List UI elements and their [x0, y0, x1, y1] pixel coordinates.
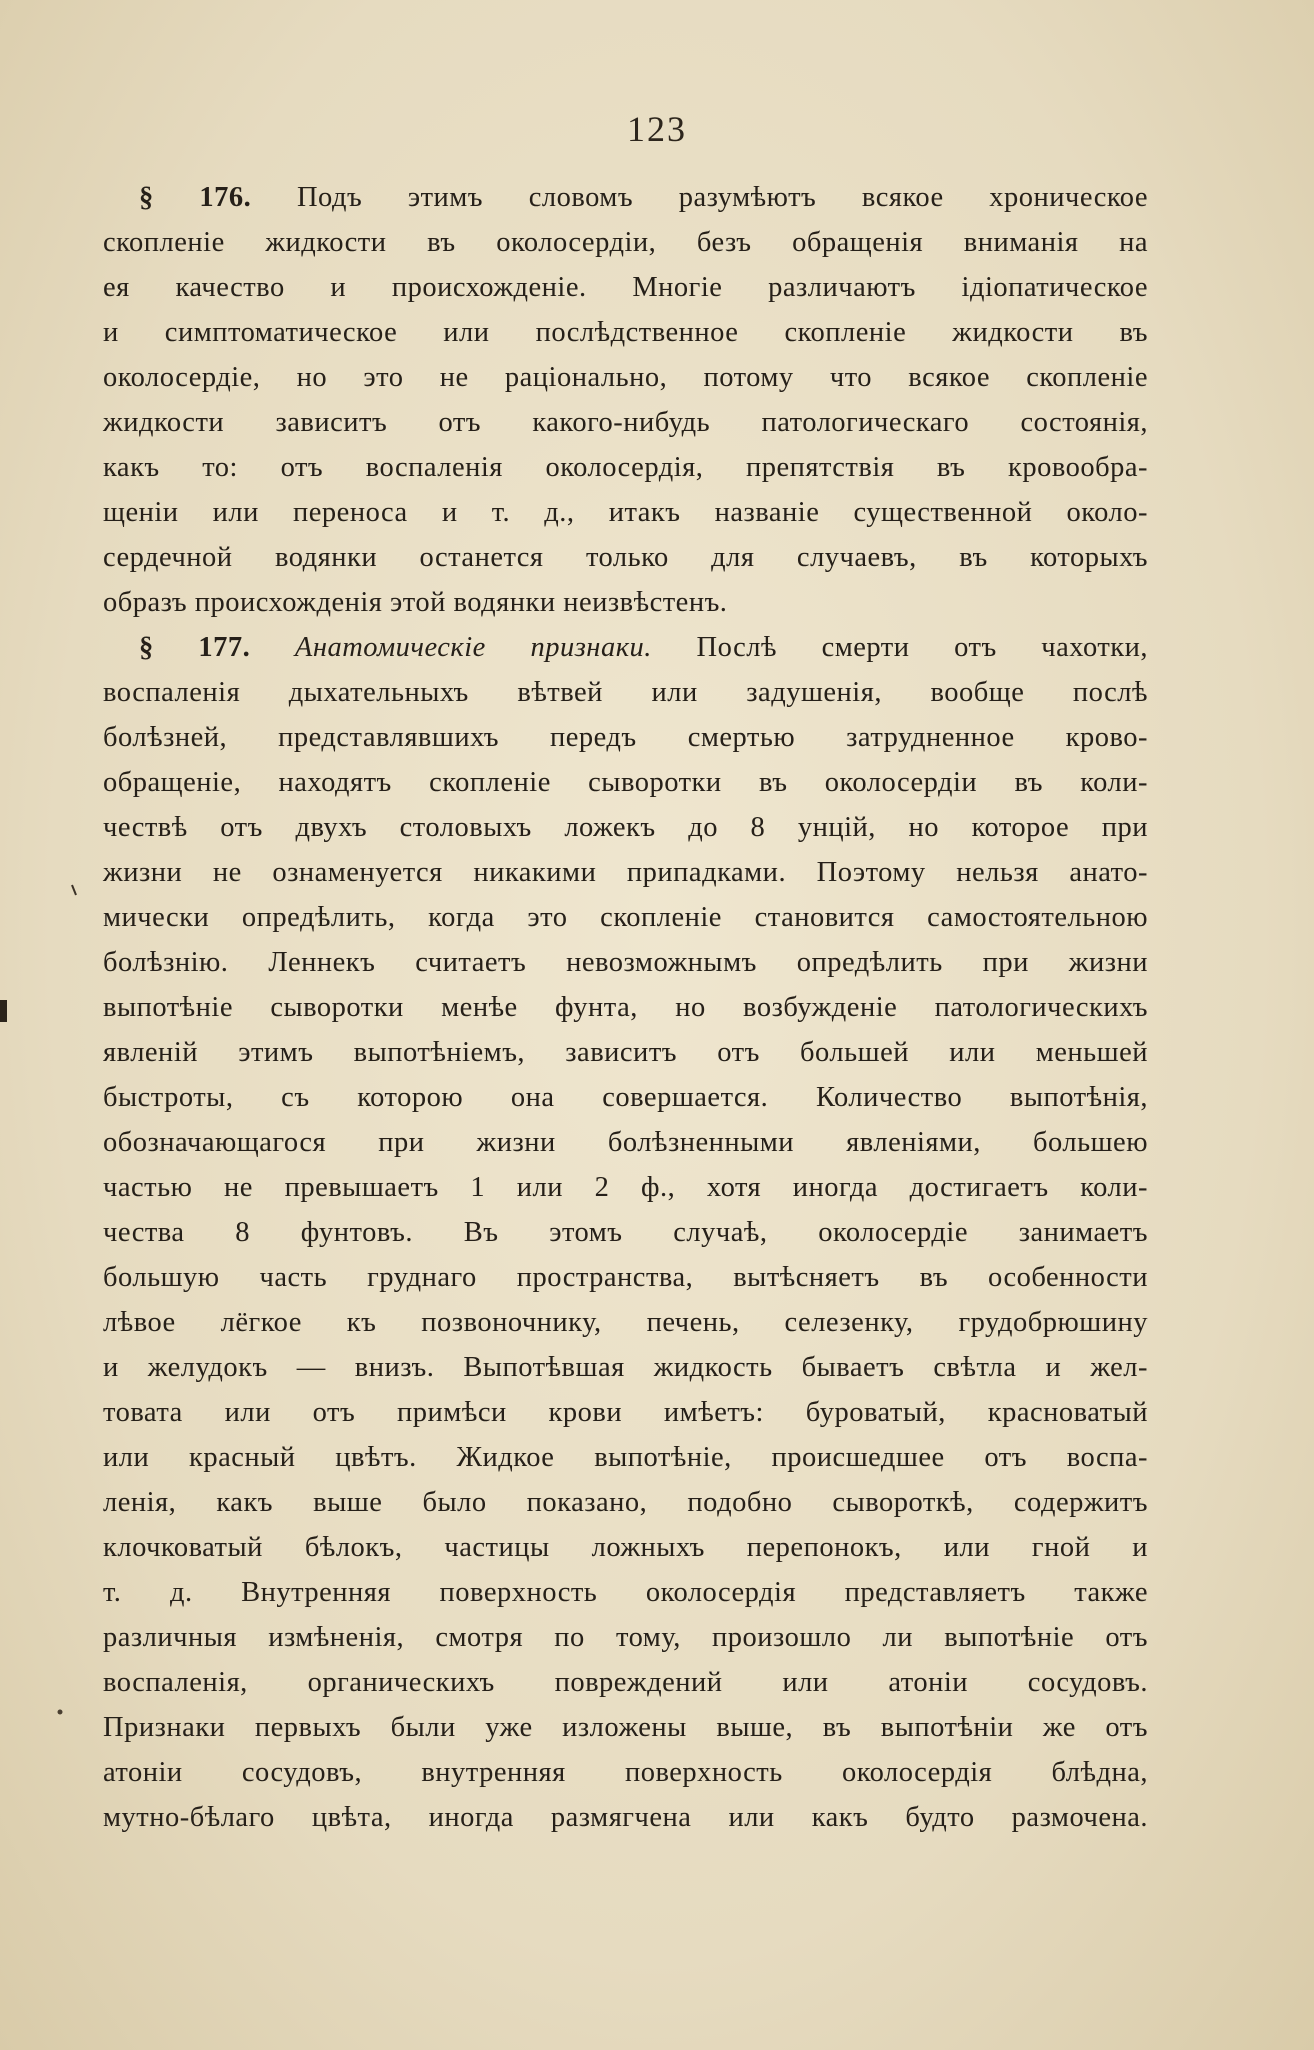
- text-line: выпотѣніе сыворотки менѣе фунта, но возбужденіе патологическихъ: [103, 992, 1148, 1023]
- text-line: обозначающагося при жизни болѣзненными явленіями, большею: [103, 1127, 1148, 1158]
- text-line: Признаки первыхъ были уже изложены выше, въ выпотѣніи же отъ: [103, 1712, 1148, 1743]
- text-line: ея качество и происхожденіе. Многіе различаютъ ідіопатическое: [103, 272, 1148, 303]
- text-line: щеніи или переноса и т. д., итакъ названіе существенной около-: [103, 497, 1148, 528]
- line-text: Послѣ смерти отъ чахотки,: [696, 632, 1149, 663]
- text-line: частью не превышаетъ 1 или 2 ф., хотя иногда достигаетъ коли-: [103, 1172, 1148, 1203]
- text-line: товата или отъ примѣси крови имѣетъ: буроватый, красноватый: [103, 1397, 1148, 1428]
- ink-speck: [58, 1710, 63, 1715]
- text-line: образъ происхожденія этой водянки неизвѣстенъ.: [103, 587, 728, 618]
- text-line: мутно-бѣлаго цвѣта, иногда размягчена или какъ будто размочена.: [103, 1802, 1148, 1833]
- text-line: мически опредѣлить, когда это скопленіе становится самостоятельною: [103, 902, 1148, 933]
- text-line: воспаленія, органическихъ повреждений или атоніи сосудовъ.: [103, 1667, 1148, 1698]
- line-text: Подъ этимъ словомъ разумѣютъ всякое хроническое: [296, 182, 1149, 213]
- section-title: Анатомическіе признаки.: [294, 632, 652, 663]
- text-line: и желудокъ — внизъ. Выпотѣвшая жидкость бываетъ свѣтла и жел-: [103, 1352, 1148, 1383]
- text-line: различныя измѣненія, смотря по тому, произошло ли выпотѣніе отъ: [103, 1622, 1148, 1653]
- text-line: жидкости зависитъ отъ какого-нибудь патологическаго состоянія,: [103, 407, 1148, 438]
- text-line: обращеніе, находятъ скопленіе сыворотки въ околосердіи въ коли-: [103, 767, 1148, 798]
- text-line: скопленіе жидкости въ околосердіи, безъ обращенія вниманія на: [103, 227, 1148, 258]
- text-line: или красный цвѣтъ. Жидкое выпотѣніе, происшедшее отъ воспа-: [103, 1442, 1148, 1473]
- section-number: § 177.: [139, 632, 251, 663]
- text-line: и симптоматическое или послѣдственное скопленіе жидкости въ: [103, 317, 1148, 348]
- text-line: жизни не ознаменуется никакими припадками. Поэтому нельзя анато-: [103, 857, 1148, 888]
- pencil-mark: [72, 885, 76, 895]
- text-line: т. д. Внутренняя поверхность околосердія представляетъ также: [103, 1577, 1148, 1608]
- text-line: какъ то: отъ воспаленія околосердія, препятствія въ кровообра-: [103, 452, 1148, 483]
- text-line: атоніи сосудовъ, внутренняя поверхность околосердія блѣдна,: [103, 1757, 1148, 1788]
- page-number: 123: [627, 109, 687, 149]
- text-line: чества 8 фунтовъ. Въ этомъ случаѣ, околосердіе занимаетъ: [103, 1217, 1148, 1248]
- text-line: ленія, какъ выше было показано, подобно сывороткѣ, содержитъ: [103, 1487, 1148, 1518]
- edge-mark: [0, 1000, 7, 1022]
- text-line: воспаленія дыхательныхъ вѣтвей или задушенія, вообще послѣ: [103, 677, 1148, 708]
- text-line: сердечной водянки останется только для случаевъ, въ которыхъ: [103, 542, 1148, 573]
- text-line: болѣзнію. Леннекъ считаетъ невозможнымъ опредѣлить при жизни: [103, 947, 1148, 978]
- text-line: лѣвое лёгкое къ позвоночнику, печень, селезенку, грудобрюшину: [103, 1307, 1148, 1338]
- text-line: клочковатый бѣлокъ, частицы ложныхъ перепонокъ, или гной и: [103, 1532, 1148, 1563]
- section-number: § 176.: [139, 182, 252, 213]
- text-line: чествѣ отъ двухъ столовыхъ ложекъ до 8 унцій, но которое при: [103, 812, 1148, 843]
- text-line: явленій этимъ выпотѣніемъ, зависитъ отъ большей или меньшей: [103, 1037, 1148, 1068]
- text-line: болѣзней, представлявшихъ передъ смертью затрудненное крово-: [103, 722, 1148, 753]
- text-line: большую часть груднаго пространства, вытѣсняетъ въ особенности: [103, 1262, 1148, 1293]
- text-line: околосердіе, но это не раціонально, потому что всякое скопленіе: [103, 362, 1148, 393]
- text-line: быстроты, съ которою она совершается. Количество выпотѣнія,: [103, 1082, 1148, 1113]
